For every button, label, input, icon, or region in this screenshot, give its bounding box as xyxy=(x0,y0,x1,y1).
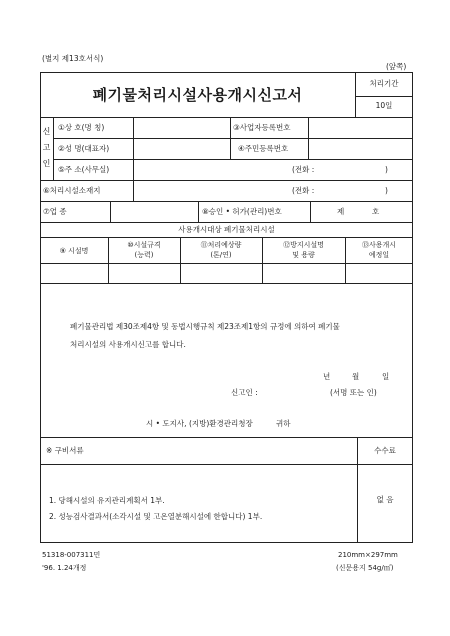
statement-line-1: 폐기물관리법 제30조제4항 및 동법시행규칙 제23조제1항의 규정에 의하여 폐기물 xyxy=(70,322,340,331)
address-label: ⑤주 소(사무실) xyxy=(58,165,110,174)
business-name-label: ①상 호(명 칭) xyxy=(58,123,105,132)
row-line xyxy=(53,159,413,160)
facility-section-title: 사용개시대상 폐기물처리시설 xyxy=(178,225,275,234)
form-code: 51318-007311민 xyxy=(42,551,101,559)
date-day: 일 xyxy=(382,372,390,381)
row-line xyxy=(40,222,413,223)
address-phone-label: (전화 : xyxy=(292,165,315,174)
col-divider xyxy=(110,201,111,222)
col-divider xyxy=(308,117,309,159)
col-divider xyxy=(133,159,134,180)
processing-label: 처리기간 xyxy=(369,79,399,88)
col-header-prevention: ⑫방지시설명 xyxy=(283,241,324,249)
business-number-label: ③사업자등록번호 xyxy=(233,123,291,132)
row-line xyxy=(40,283,413,284)
fee-value: 없 음 xyxy=(376,495,394,504)
col-header-start-date: ⑬사용개시 xyxy=(361,241,397,249)
col-header-expected-amount-sub: (톤/연) xyxy=(210,251,232,259)
representative-label: ②성 명(대표자) xyxy=(58,144,110,153)
col-header-prevention-sub: 및 용량 xyxy=(292,251,315,259)
form-number: (별지 제13호서식) xyxy=(42,54,104,63)
documents-title: ※ 구비서류 xyxy=(46,446,84,455)
date-year: 년 xyxy=(323,372,331,381)
approval-number-label: ⑧승인 • 허가(관리)번호 xyxy=(202,207,282,216)
applicant-group-char: 고 xyxy=(42,143,51,152)
recipient-suffix: 귀하 xyxy=(276,419,291,428)
facility-phone-label: (전화 : xyxy=(292,186,315,195)
row-line xyxy=(53,138,413,139)
facility-phone-close: ) xyxy=(385,186,388,195)
col-divider xyxy=(230,117,231,159)
row-line xyxy=(40,117,413,118)
frame-left xyxy=(40,72,41,543)
signature-note: (서명 또는 인) xyxy=(330,388,377,397)
date-month: 월 xyxy=(352,372,360,381)
col-header-start-date-sub: 예정일 xyxy=(368,251,390,259)
applicant-group-char: 신 xyxy=(42,127,51,136)
paper-size: 210mm×297mm xyxy=(338,551,398,559)
approval-number-prefix: 제 xyxy=(337,207,345,216)
revision-date: '96. 1.24개정 xyxy=(42,564,87,572)
approval-number-suffix: 호 xyxy=(372,207,380,216)
col-header-expected-amount: ⑪처리예상량 xyxy=(200,241,242,249)
applicant-group-char: 인 xyxy=(42,159,51,168)
resident-number-label: ④주민등록번호 xyxy=(238,144,289,153)
applicant-group-divider xyxy=(53,117,54,180)
col-header-spec: ⑩시설규격 xyxy=(127,241,161,249)
row-line xyxy=(40,237,413,238)
processing-divider xyxy=(355,72,356,117)
row-line xyxy=(40,263,413,264)
form-title: 폐기물처리시설사용개시신고서 xyxy=(92,86,303,104)
fee-label: 수수료 xyxy=(374,446,396,455)
document-item: 2. 성능검사결과서(소각시설 및 고온열분해시설에 한합니다) 1부. xyxy=(49,512,263,521)
col-header-spec-sub: (능력) xyxy=(134,251,154,259)
col-divider xyxy=(133,180,134,201)
processing-value: 10일 xyxy=(375,101,393,110)
col-divider xyxy=(310,201,311,222)
document-item: 1. 당해시설의 유지관리계획서 1부. xyxy=(49,496,165,505)
frame-bottom xyxy=(40,542,413,543)
col-divider xyxy=(133,117,134,159)
address-phone-close: ) xyxy=(385,165,388,174)
business-type-label: ⑦업 종 xyxy=(43,207,67,216)
row-line xyxy=(40,201,413,202)
declarant-label: 신고인 : xyxy=(231,388,258,397)
statement-line-2: 처리시설의 사용개시신고를 합니다. xyxy=(70,340,186,349)
paper-type: (신문용지 54g/㎡) xyxy=(336,564,394,572)
col-divider xyxy=(198,201,199,222)
row-line xyxy=(40,180,413,181)
page-side-label: (앞쪽) xyxy=(386,62,407,71)
recipient: 시 • 도지사, (지방)환경관리청장 xyxy=(146,419,253,428)
processing-split xyxy=(355,96,413,97)
facility-location-label: ⑥처리시설소재지 xyxy=(43,186,101,195)
frame-right xyxy=(412,72,413,543)
frame-top xyxy=(40,72,413,73)
col-header-facility-name: ⑨ 시설명 xyxy=(59,247,89,255)
